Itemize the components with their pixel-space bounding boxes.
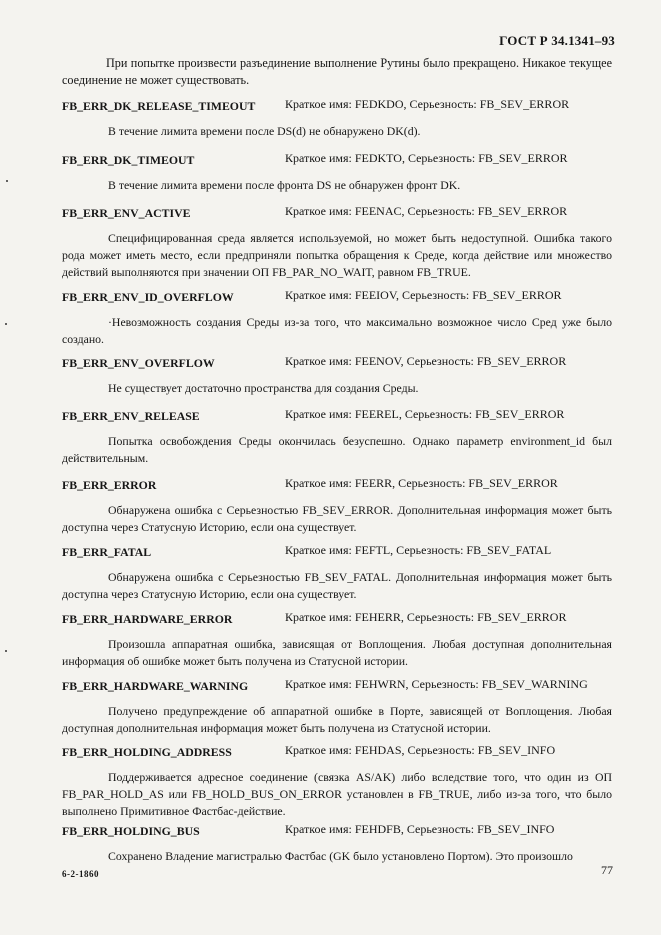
error-meta: Краткое имя: FEEIOV, Серьезность: FB_SEV_ERROR	[285, 288, 562, 302]
error-description: Получено предупреждение об аппаратной ошибке в Порте, зависящей от Воплощения. Любая доступная дополнительная информация может быть получена из Статусной истории.	[62, 704, 612, 735]
error-meta: Краткое имя: FEDKTO, Серьезность: FB_SEV_ERROR	[285, 151, 568, 165]
error-code: FB_ERR_FATAL	[62, 545, 152, 559]
print-code: 6-2-1860	[62, 869, 99, 879]
error-code: FB_ERR_ENV_RELEASE	[62, 409, 200, 423]
error-code: FB_ERR_DK_TIMEOUT	[62, 153, 195, 167]
error-meta: Краткое имя: FEEREL, Серьезность: FB_SEV_ERROR	[285, 407, 565, 421]
error-code: FB_ERR_HOLDING_BUS	[62, 824, 200, 838]
standard-header: ГОСТ Р 34.1341–93	[499, 33, 615, 48]
error-code: FB_ERR_HARDWARE_WARNING	[62, 679, 249, 693]
error-description: В течение лимита времени после фронта DS не обнаружен фронт DK.	[108, 178, 461, 192]
error-description: Попытка освобождения Среды окончилась безуспешно. Однако параметр environment_id был действительным.	[62, 434, 612, 465]
error-description: ·Невозможность создания Среды из-за того, что максимально возможное число Сред уже было создано.	[62, 315, 612, 346]
error-code: FB_ERR_DK_RELEASE_TIMEOUT	[62, 99, 256, 113]
error-code: FB_ERR_ENV_OVERFLOW	[62, 356, 215, 370]
error-description: Специфицированная среда является используемой, но может быть недоступной. Ошибка такого рода может иметь место, если предприняли попытка обращения к Среде, когда действие или множество действий выполняются при значении ОП FB_PAR_NO_WAIT, равном FB_TRUE.	[62, 231, 612, 279]
error-meta: Краткое имя: FEHDFB, Серьезность: FB_SEV_INFO	[285, 822, 555, 836]
scan-speck	[5, 323, 7, 325]
error-description: Обнаружена ошибка с Серьезностью FB_SEV_FATAL. Дополнительная информация может быть доступна через Статусную Историю, если она существует.	[62, 570, 612, 601]
error-meta: Краткое имя: FEDKDO, Серьезность: FB_SEV_ERROR	[285, 97, 570, 111]
error-meta: Краткое имя: FEHERR, Серьезность: FB_SEV_ERROR	[285, 610, 567, 624]
error-code: FB_ERR_ERROR	[62, 478, 157, 492]
error-code: FB_ERR_HOLDING_ADDRESS	[62, 745, 232, 759]
scan-speck	[5, 650, 7, 652]
error-description: Сохранено Владение магистралью Фастбас (GK было установлено Портом). Это произошло	[108, 849, 573, 863]
error-description: Поддерживается адресное соединение (связка AS/AK) либо вследствие того, что один из ОП FB_PAR_HOLD_AS или FB_HOLD_BUS_ON_ERROR установлен в FB_TRUE, либо из-за того, что было выполнено Примитивное Фастбас-действие.	[62, 770, 612, 818]
error-description: В течение лимита времени после DS(d) не обнаружено DK(d).	[108, 124, 421, 138]
error-meta: Краткое имя: FEENAC, Серьезность: FB_SEV_ERROR	[285, 204, 568, 218]
page-number: 77	[601, 863, 613, 877]
error-code: FB_ERR_HARDWARE_ERROR	[62, 612, 233, 626]
error-meta: Краткое имя: FEFTL, Серьезность: FB_SEV_FATAL	[285, 543, 552, 557]
error-meta: Краткое имя: FEENOV, Серьезность: FB_SEV_ERROR	[285, 354, 567, 368]
scan-speck	[6, 180, 8, 182]
error-description: Не существует достаточно пространства для создания Среды.	[108, 381, 419, 395]
error-code: FB_ERR_ENV_ACTIVE	[62, 206, 191, 220]
error-meta: Краткое имя: FEERR, Серьезность: FB_SEV_ERROR	[285, 476, 558, 490]
intro-paragraph: При попытке произвести разъединение выполнение Рутины было прекращено. Никакое текущее соединение не может существовать.	[62, 56, 612, 87]
error-description: Произошла аппаратная ошибка, зависящая от Воплощения. Любая доступная дополнительная информация об ошибке может быть получена из Статусной истории.	[62, 637, 612, 668]
error-code: FB_ERR_ENV_ID_OVERFLOW	[62, 290, 234, 304]
error-meta: Краткое имя: FEHDAS, Серьезность: FB_SEV_INFO	[285, 743, 556, 757]
error-meta: Краткое имя: FEHWRN, Серьезность: FB_SEV_WARNING	[285, 677, 588, 691]
error-description: Обнаружена ошибка с Серьезностью FB_SEV_ERROR. Дополнительная информация может быть доступна через Статусную Историю, если она существует.	[62, 503, 612, 534]
